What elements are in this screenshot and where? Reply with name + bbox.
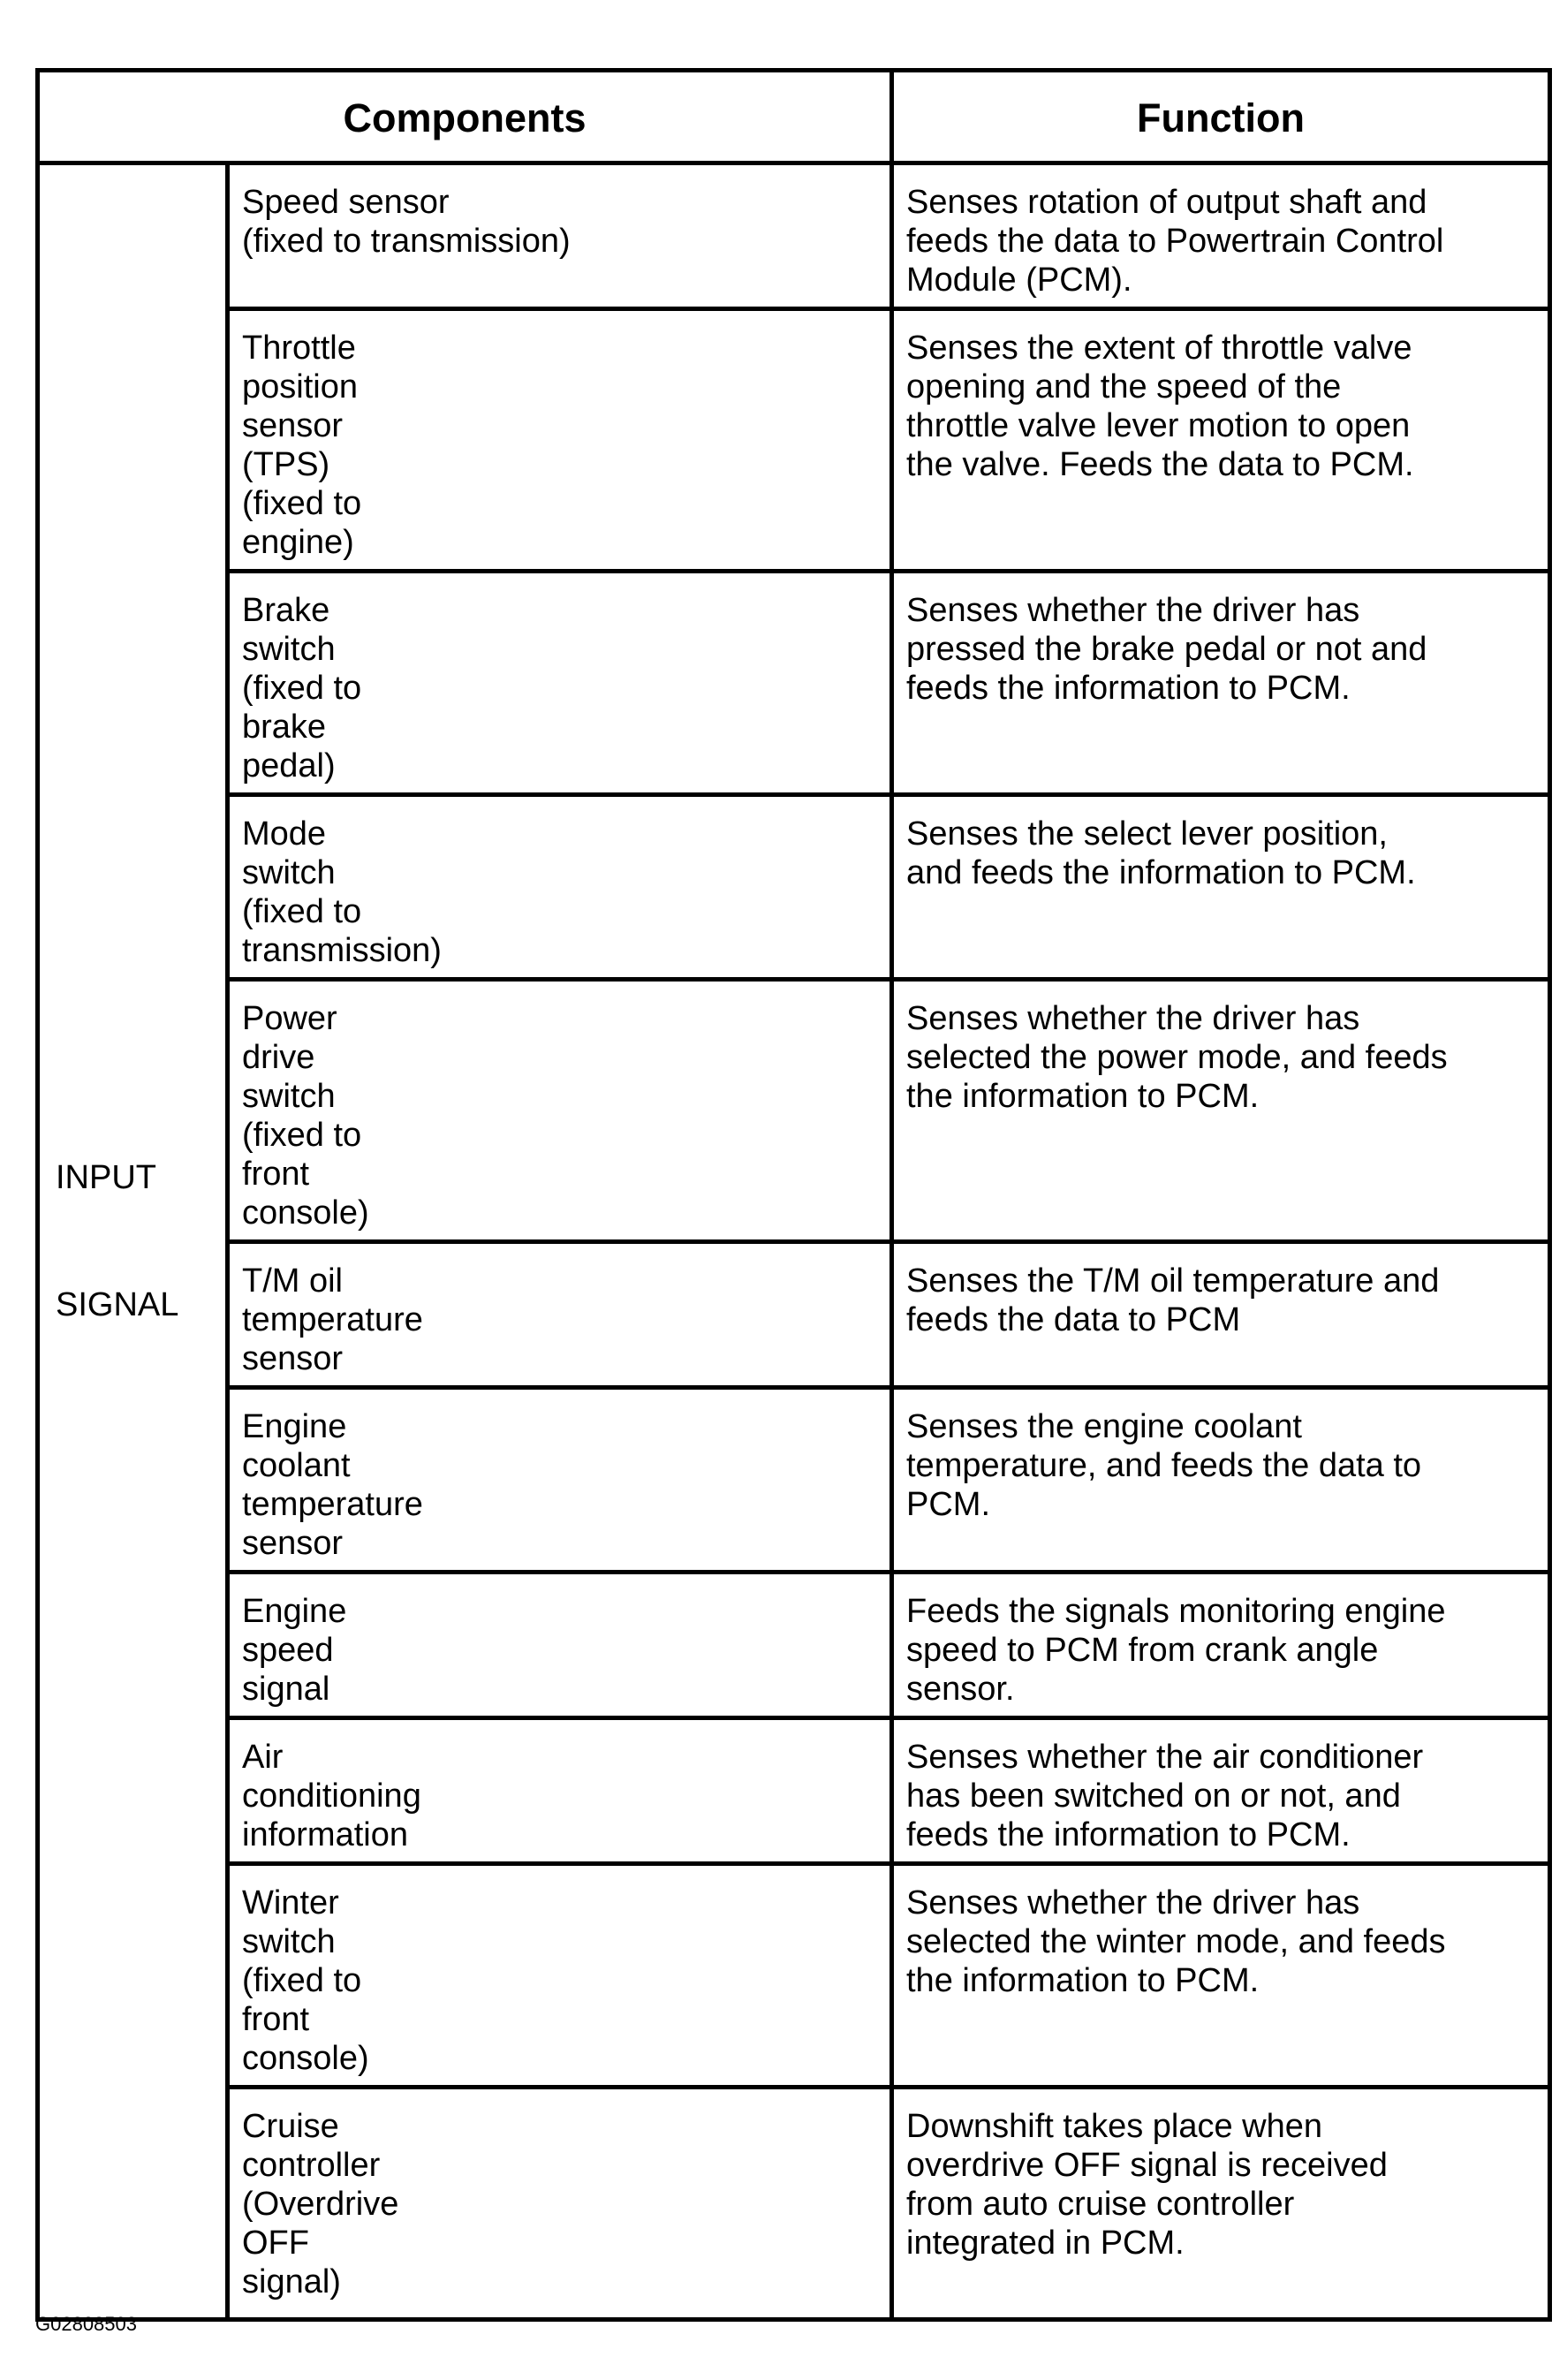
component-cell: Winter switch (fixed to front console) (228, 1864, 892, 2088)
function-cell: Senses whether the driver has selected the power mode, and feeds the information to PCM. (892, 980, 1550, 1242)
table-row (38, 163, 1550, 309)
table-row (38, 1388, 1550, 1573)
component-cell: Throttle position sensor (TPS) (fixed to engine) (228, 309, 892, 572)
component-cell: Mode switch (fixed to transmission) (228, 795, 892, 980)
component-cell: Power drive switch (fixed to front console) (228, 980, 892, 1242)
header-row (38, 71, 1550, 163)
component-cell: Brake switch (fixed to brake pedal) (228, 572, 892, 795)
component-cell: Engine coolant temperature sensor (228, 1388, 892, 1573)
function-cell: Downshift takes place when overdrive OFF signal is received from auto cruise controller integrated in PCM. (892, 2088, 1550, 2320)
component-cell: T/M oil temperature sensor (228, 1242, 892, 1388)
function-header: Function (892, 71, 1550, 163)
table-row (38, 980, 1550, 1242)
component-cell: Air conditioning information (228, 1718, 892, 1864)
table-row (38, 1864, 1550, 2088)
table-row (38, 309, 1550, 572)
component-cell: Cruise controller (Overdrive OFF signal) (228, 2088, 892, 2320)
figure-id: G02808503 (35, 2313, 137, 2335)
function-cell: Feeds the signals monitoring engine speed to PCM from crank angle sensor. (892, 1573, 1550, 1718)
table-row (38, 1242, 1550, 1388)
table-row (38, 795, 1550, 980)
function-cell: Senses the extent of throttle valve opening and the speed of the throttle valve lever motion to open the valve. Feeds the data to PCM. (892, 309, 1550, 572)
table-row (38, 1573, 1550, 1718)
input-signal-group-label (38, 163, 228, 2320)
function-cell: Senses the engine coolant temperature, and feeds the data to PCM. (892, 1388, 1550, 1573)
table-row (38, 572, 1550, 795)
function-cell: Senses whether the driver has pressed the brake pedal or not and feeds the information to PCM. (892, 572, 1550, 795)
function-cell: Senses whether the driver has selected the winter mode, and feeds the information to PCM. (892, 1864, 1550, 2088)
function-cell: Senses rotation of output shaft and feeds the data to Powertrain Control Module (PCM). (892, 163, 1550, 309)
table-row (38, 2088, 1550, 2320)
group-label-line-2: SIGNAL (56, 1286, 179, 1323)
group-label-line-1: INPUT (56, 1159, 156, 1196)
function-cell: Senses the T/M oil temperature and feeds the data to PCM (892, 1242, 1550, 1388)
table-row (38, 1718, 1550, 1864)
components-header: Components (38, 71, 892, 163)
function-cell: Senses the select lever position, and feeds the information to PCM. (892, 795, 1550, 980)
components-function-table (35, 68, 1552, 2322)
function-cell: Senses whether the air conditioner has been switched on or not, and feeds the information to PCM. (892, 1718, 1550, 1864)
component-cell: Speed sensor (fixed to transmission) (228, 163, 892, 309)
component-cell: Engine speed signal (228, 1573, 892, 1718)
